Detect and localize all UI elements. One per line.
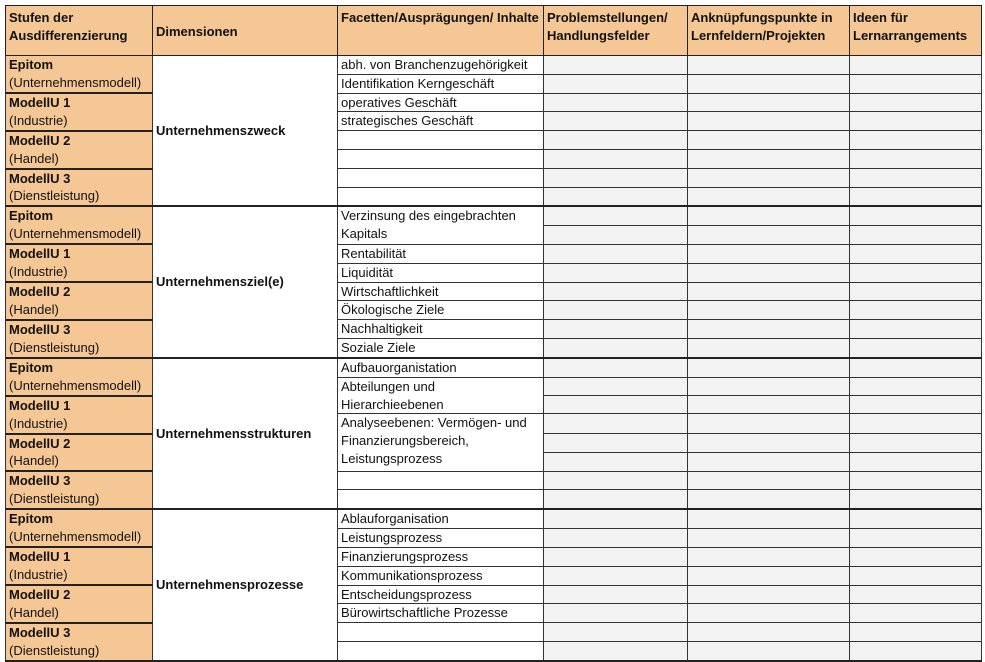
- stufe-cell: [6, 206, 153, 244]
- anknuepfungspunkt-cell[interactable]: [688, 377, 850, 396]
- stufe-sub: (Handel): [9, 301, 59, 317]
- idee-cell[interactable]: [850, 226, 982, 245]
- curriculum-table: [5, 5, 982, 662]
- anknuepfungspunkt-cell[interactable]: [688, 244, 850, 263]
- table-row: [6, 358, 982, 377]
- idee-cell[interactable]: [850, 282, 982, 301]
- stufe-sub: (Dienstleistung): [9, 339, 100, 355]
- idee-cell[interactable]: [850, 471, 982, 490]
- stufe-cell: [6, 471, 153, 509]
- idee-cell[interactable]: [850, 93, 982, 112]
- dimension-cell: Unternehmensstrukturen: [153, 358, 338, 509]
- stufe-sub: (Unternehmensmodell): [9, 74, 142, 90]
- problemstellung-cell[interactable]: [544, 263, 688, 282]
- stufe-cell: [6, 131, 153, 169]
- anknuepfungspunkt-cell[interactable]: [688, 301, 850, 320]
- idee-cell[interactable]: [850, 187, 982, 206]
- facet-cell[interactable]: Entscheidungsprozess: [338, 585, 544, 604]
- idee-cell[interactable]: [850, 358, 982, 377]
- table-row: [6, 585, 982, 604]
- stufe-sub: (Handel): [9, 604, 59, 620]
- facet-cell[interactable]: Aufbauorganistation: [338, 358, 544, 377]
- dimension-cell: Unternehmensprozesse: [153, 509, 338, 660]
- stufe-cell: [6, 396, 153, 434]
- stufe-name: ModellU 1: [9, 95, 71, 111]
- problemstellung-cell[interactable]: [544, 169, 688, 188]
- stufe-name: ModellU 3: [9, 170, 71, 186]
- problemstellung-cell[interactable]: [544, 206, 688, 225]
- problemstellung-cell[interactable]: [544, 377, 688, 396]
- anknuepfungspunkt-cell[interactable]: [688, 396, 850, 414]
- stufe-name: Epitom: [9, 359, 54, 375]
- stufe-sub: (Industrie): [9, 415, 68, 431]
- anknuepfungspunkt-cell[interactable]: [688, 452, 850, 471]
- idee-cell[interactable]: [850, 56, 982, 75]
- facet-cell[interactable]: [338, 169, 544, 188]
- anknuepfungspunkt-cell[interactable]: [688, 490, 850, 509]
- facet-cell[interactable]: strategisches Geschäft: [338, 112, 544, 131]
- problemstellung-cell[interactable]: [544, 93, 688, 112]
- dimension-cell: Unternehmensziel(e): [153, 206, 338, 357]
- anknuepfungspunkt-cell[interactable]: [688, 263, 850, 282]
- problemstellung-cell[interactable]: [544, 452, 688, 471]
- anknuepfungspunkt-cell[interactable]: [688, 74, 850, 93]
- stufe-name: ModellU 3: [9, 624, 71, 640]
- idee-cell[interactable]: [850, 74, 982, 93]
- stufe-name: ModellU 2: [9, 587, 71, 603]
- idee-cell[interactable]: [850, 641, 982, 660]
- problemstellung-cell[interactable]: [544, 471, 688, 490]
- table-row: [6, 169, 982, 188]
- table-row: [6, 56, 982, 75]
- facet-cell[interactable]: Wirtschaftlichkeit: [338, 282, 544, 301]
- facet-cell[interactable]: [338, 131, 544, 150]
- facet-cell[interactable]: [338, 490, 544, 509]
- anknuepfungspunkt-cell[interactable]: [688, 434, 850, 453]
- stufe-sub: (Industrie): [9, 264, 68, 280]
- facet-cell[interactable]: Soziale Ziele: [338, 339, 544, 358]
- stufe-name: ModellU 3: [9, 321, 71, 337]
- idee-cell[interactable]: [850, 434, 982, 453]
- header-dimensionen: Dimensionen: [153, 6, 338, 56]
- anknuepfungspunkt-cell[interactable]: [688, 169, 850, 188]
- stufe-sub: (Industrie): [9, 567, 68, 583]
- table-row: [6, 320, 982, 339]
- facet-cell[interactable]: abh. von Branchenzugehörigkeit: [338, 56, 544, 75]
- problemstellung-cell[interactable]: [544, 150, 688, 169]
- facet-cell[interactable]: Ökologische Ziele: [338, 301, 544, 320]
- table-row: [6, 623, 982, 642]
- problemstellung-cell[interactable]: [544, 490, 688, 509]
- stufe-sub: (Industrie): [9, 112, 68, 128]
- anknuepfungspunkt-cell[interactable]: [688, 471, 850, 490]
- idee-cell[interactable]: [850, 452, 982, 471]
- problemstellung-cell[interactable]: [544, 112, 688, 131]
- stufe-name: ModellU 1: [9, 549, 71, 565]
- idee-cell[interactable]: [850, 112, 982, 131]
- table-row: [6, 244, 982, 263]
- problemstellung-cell[interactable]: [544, 56, 688, 75]
- problemstellung-cell[interactable]: [544, 434, 688, 453]
- header-facetten: Facetten/Ausprägungen/ Inhalte: [338, 6, 544, 56]
- table-row: [6, 547, 982, 566]
- anknuepfungspunkt-cell[interactable]: [688, 641, 850, 660]
- idee-cell[interactable]: [850, 377, 982, 396]
- facet-cell[interactable]: Bürowirtschaftliche Prozesse: [338, 604, 544, 623]
- stufe-name: ModellU 1: [9, 246, 71, 262]
- dimension-cell: Unternehmenszweck: [153, 56, 338, 207]
- problemstellung-cell[interactable]: [544, 339, 688, 358]
- facet-cell[interactable]: Leistungsprozess: [338, 528, 544, 547]
- anknuepfungspunkt-cell[interactable]: [688, 112, 850, 131]
- header-stufen: Stufen der Ausdifferenzierung: [6, 6, 153, 56]
- stufe-name: ModellU 3: [9, 473, 71, 489]
- problemstellung-cell[interactable]: [544, 320, 688, 339]
- stufe-sub: (Unternehmensmodell): [9, 528, 142, 544]
- anknuepfungspunkt-cell[interactable]: [688, 623, 850, 642]
- problemstellung-cell[interactable]: [544, 187, 688, 206]
- header-anknuepfungspunkte: Anknüpfungspunkte in Lernfeldern/Projekten: [688, 6, 850, 56]
- stufe-sub: (Unternehmensmodell): [9, 377, 142, 393]
- idee-cell[interactable]: [850, 131, 982, 150]
- anknuepfungspunkt-cell[interactable]: [688, 547, 850, 566]
- stufe-sub: (Handel): [9, 150, 59, 166]
- stufe-name: ModellU 1: [9, 397, 71, 413]
- stufe-cell: [6, 509, 153, 547]
- facet-cell[interactable]: Identifikation Kerngeschäft: [338, 74, 544, 93]
- anknuepfungspunkt-cell[interactable]: [688, 131, 850, 150]
- table-row: [6, 93, 982, 112]
- problemstellung-cell[interactable]: [544, 301, 688, 320]
- idee-cell[interactable]: [850, 528, 982, 547]
- stufe-name: Epitom: [9, 57, 54, 72]
- idee-cell[interactable]: [850, 414, 982, 434]
- anknuepfungspunkt-cell[interactable]: [688, 566, 850, 585]
- anknuepfungspunkt-cell[interactable]: [688, 358, 850, 377]
- header-row: [6, 6, 982, 56]
- stufe-cell: [6, 585, 153, 623]
- table-row: [6, 282, 982, 301]
- header-problemstellungen: Problemstellungen/ Handlungsfelder: [544, 6, 688, 56]
- stufe-cell: [6, 169, 153, 207]
- stufe-sub: (Dienstleistung): [9, 642, 100, 658]
- problemstellung-cell[interactable]: [544, 226, 688, 245]
- problemstellung-cell[interactable]: [544, 566, 688, 585]
- stufe-cell: [6, 547, 153, 585]
- table-row: [6, 471, 982, 490]
- anknuepfungspunkt-cell[interactable]: [688, 150, 850, 169]
- stufe-name: ModellU 2: [9, 132, 71, 148]
- stufe-cell: [6, 434, 153, 472]
- stufe-sub: (Dienstleistung): [9, 491, 100, 507]
- problemstellung-cell[interactable]: [544, 244, 688, 263]
- facet-cell[interactable]: [338, 623, 544, 642]
- facet-cell[interactable]: [338, 641, 544, 660]
- idee-cell[interactable]: [850, 604, 982, 623]
- facet-cell[interactable]: Verzinsung des eingebrachten Kapitals: [338, 206, 544, 244]
- anknuepfungspunkt-cell[interactable]: [688, 282, 850, 301]
- stufe-sub: (Unternehmensmodell): [9, 226, 142, 242]
- anknuepfungspunkt-cell[interactable]: [688, 585, 850, 604]
- idee-cell[interactable]: [850, 150, 982, 169]
- idee-cell[interactable]: [850, 566, 982, 585]
- problemstellung-cell[interactable]: [544, 358, 688, 377]
- problemstellung-cell[interactable]: [544, 604, 688, 623]
- idee-cell[interactable]: [850, 169, 982, 188]
- table-row: [6, 131, 982, 150]
- idee-cell[interactable]: [850, 244, 982, 263]
- facet-cell[interactable]: Nachhaltigkeit: [338, 320, 544, 339]
- stufe-cell: [6, 282, 153, 320]
- problemstellung-cell[interactable]: [544, 528, 688, 547]
- facet-cell[interactable]: Abteilungen und Hierarchieebenen: [338, 377, 544, 414]
- table-row: [6, 206, 982, 225]
- problemstellung-cell[interactable]: [544, 282, 688, 301]
- idee-cell[interactable]: [850, 585, 982, 604]
- problemstellung-cell[interactable]: [544, 509, 688, 528]
- idee-cell[interactable]: [850, 509, 982, 528]
- anknuepfungspunkt-cell[interactable]: [688, 509, 850, 528]
- idee-cell[interactable]: [850, 396, 982, 414]
- facet-cell[interactable]: Finanzierungsprozess: [338, 547, 544, 566]
- idee-cell[interactable]: [850, 301, 982, 320]
- problemstellung-cell[interactable]: [544, 623, 688, 642]
- facet-cell[interactable]: Analyseebenen: Vermögen- und Finanzierungsbereich, Leistungsprozess: [338, 414, 544, 472]
- anknuepfungspunkt-cell[interactable]: [688, 414, 850, 434]
- facet-cell[interactable]: Ablauforganisation: [338, 509, 544, 528]
- stufe-sub: (Dienstleistung): [9, 188, 100, 204]
- stufe-name: ModellU 2: [9, 284, 71, 300]
- idee-cell[interactable]: [850, 547, 982, 566]
- problemstellung-cell[interactable]: [544, 547, 688, 566]
- anknuepfungspunkt-cell[interactable]: [688, 206, 850, 225]
- facet-cell[interactable]: [338, 471, 544, 490]
- stufe-cell: [6, 244, 153, 282]
- facet-cell[interactable]: Liquidität: [338, 263, 544, 282]
- facet-cell[interactable]: [338, 187, 544, 206]
- stufe-name: Epitom: [9, 208, 54, 224]
- stufe-cell: [6, 358, 153, 396]
- problemstellung-cell[interactable]: [544, 585, 688, 604]
- anknuepfungspunkt-cell[interactable]: [688, 226, 850, 245]
- anknuepfungspunkt-cell[interactable]: [688, 528, 850, 547]
- anknuepfungspunkt-cell[interactable]: [688, 320, 850, 339]
- stufe-cell: [6, 93, 153, 131]
- anknuepfungspunkt-cell[interactable]: [688, 187, 850, 206]
- problemstellung-cell[interactable]: [544, 131, 688, 150]
- idee-cell[interactable]: [850, 263, 982, 282]
- header-ideen: Ideen für Lernarrangements: [850, 6, 982, 56]
- problemstellung-cell[interactable]: [544, 414, 688, 434]
- problemstellung-cell[interactable]: [544, 641, 688, 660]
- idee-cell[interactable]: [850, 339, 982, 358]
- facet-cell[interactable]: Kommunikationsprozess: [338, 566, 544, 585]
- stufe-cell: [6, 623, 153, 661]
- facet-cell[interactable]: [338, 150, 544, 169]
- stufe-name: ModellU 2: [9, 435, 71, 451]
- table-row: [6, 509, 982, 528]
- problemstellung-cell[interactable]: [544, 396, 688, 414]
- stufe-name: Epitom: [9, 511, 54, 527]
- anknuepfungspunkt-cell[interactable]: [688, 604, 850, 623]
- facet-cell[interactable]: Rentabilität: [338, 244, 544, 263]
- stufe-cell: [6, 320, 153, 358]
- anknuepfungspunkt-cell[interactable]: [688, 56, 850, 75]
- facet-cell[interactable]: operatives Geschäft: [338, 93, 544, 112]
- stufe-sub: (Handel): [9, 453, 59, 469]
- anknuepfungspunkt-cell[interactable]: [688, 93, 850, 112]
- idee-cell[interactable]: [850, 320, 982, 339]
- anknuepfungspunkt-cell[interactable]: [688, 339, 850, 358]
- problemstellung-cell[interactable]: [544, 74, 688, 93]
- idee-cell[interactable]: [850, 206, 982, 225]
- stufe-cell: [6, 56, 153, 94]
- idee-cell[interactable]: [850, 623, 982, 642]
- idee-cell[interactable]: [850, 490, 982, 509]
